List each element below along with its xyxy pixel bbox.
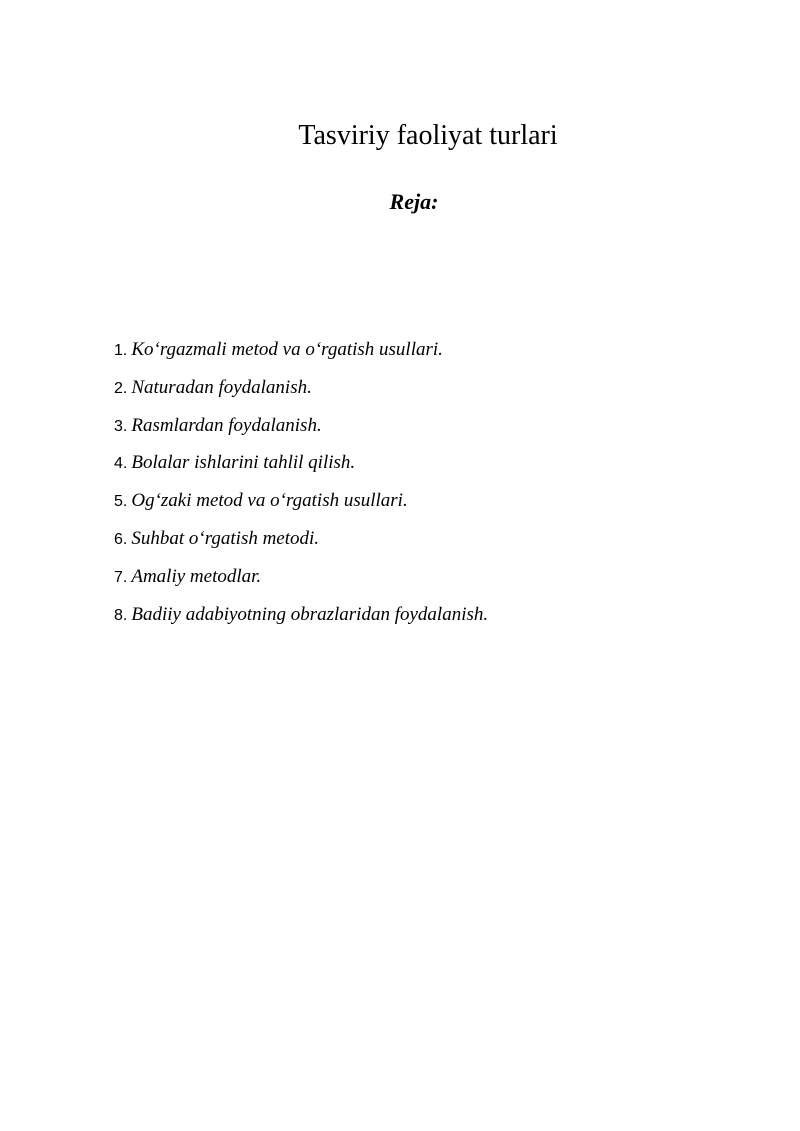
list-item-number: 4. (114, 455, 128, 473)
list-item-number: 7. (114, 568, 128, 586)
list-item-number: 1. (114, 342, 128, 359)
list-item-number: 8. (114, 606, 128, 624)
list-item-text: Amaliy metodlar. (131, 565, 262, 587)
list-item-number: 5. (114, 493, 128, 511)
list-item (114, 482, 488, 520)
list-item-text: Og‘zaki metod va o‘rgatish usullari. (131, 490, 408, 512)
list-item-text: Suhbat o‘rgatish metodi. (131, 527, 320, 549)
list-item-text: Naturadan foydalanish. (131, 376, 312, 398)
document-title: Tasviriy faoliyat turlari (298, 120, 558, 151)
list-item-text: Bolalar ishlarini tahlil qilish. (131, 452, 356, 474)
list-item-number: 2. (114, 379, 128, 397)
list-item (114, 331, 488, 369)
list-item-number: 3. (114, 417, 128, 435)
list-item (114, 444, 488, 482)
list-item (114, 558, 488, 596)
list-item-text: Badiiy adabiyotning obrazlaridan foydalanish. (131, 603, 489, 625)
list-item-text: Rasmlardan foydalanish. (131, 414, 322, 436)
list-item (114, 596, 488, 634)
list-item-number: 6. (114, 530, 128, 548)
list-item (114, 369, 488, 407)
list-item (114, 407, 488, 445)
plan-heading: Reja: (389, 189, 439, 214)
list-item (114, 520, 488, 558)
plan-list (114, 331, 488, 633)
list-item-text: Ko‘rgazmali metod va o‘rgatish usullari. (131, 339, 443, 360)
